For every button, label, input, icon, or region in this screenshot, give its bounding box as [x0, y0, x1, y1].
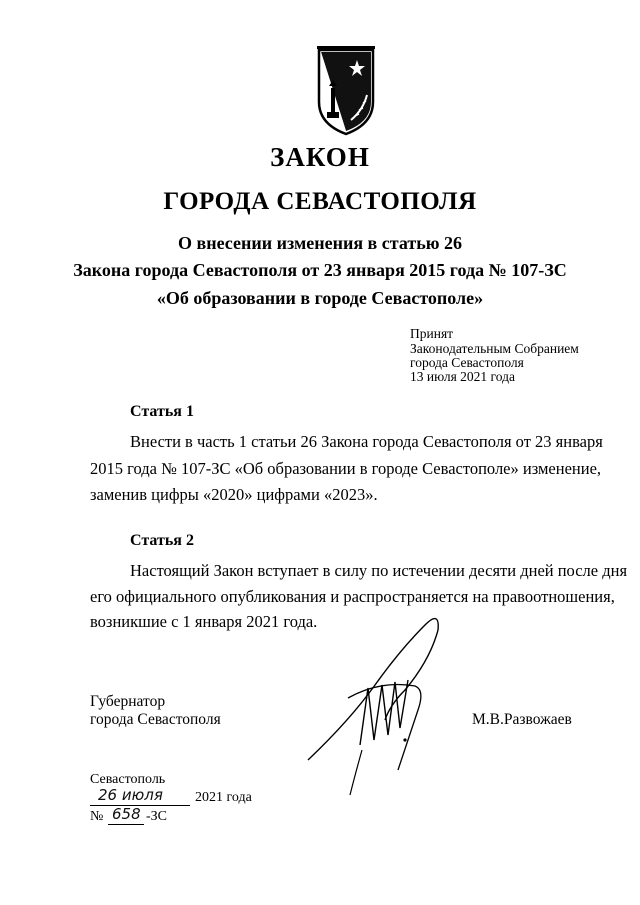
- article-1-line: 2015 года № 107-ЗС «Об образовании в городе Севастополе» изменение,: [90, 459, 602, 478]
- number-underline: [108, 824, 144, 825]
- number-sign: №: [90, 809, 104, 824]
- sevastopol-coat-of-arms-icon: [311, 40, 381, 140]
- article-2-line: Настоящий Закон вступает в силу по истечении десяти дней после дня: [130, 561, 628, 580]
- subtitle-line-1: О внесении изменения в статью 26: [178, 233, 462, 253]
- adopted-line-2: Законодательным Собранием: [410, 341, 579, 356]
- subtitle-line-3: «Об образовании в городе Севастополе»: [156, 288, 484, 308]
- signatory-title-line-2: города Севастополя: [90, 711, 221, 728]
- law-number: [90, 805, 210, 829]
- adopted-date: 13 июля 2021 года: [410, 369, 515, 384]
- article-2-line: его официального опубликования и распространяется на правоотношения,: [90, 587, 615, 606]
- document-type-title: ЗАКОН: [270, 142, 370, 172]
- date-year: 2021 года: [195, 790, 252, 805]
- article-1-body: [90, 432, 603, 512]
- handwritten-date: 26 июля: [98, 786, 163, 804]
- issuer-title: ГОРОДА СЕВАСТОПОЛЯ: [163, 188, 477, 215]
- article-2-line: возникшие с 1 января 2021 года.: [90, 612, 318, 631]
- article-1-line: заменив цифры «2020» цифрами «2023».: [90, 485, 378, 504]
- place-of-signing: Севастополь: [90, 772, 166, 787]
- article-2-heading: Статья 2: [130, 532, 194, 549]
- adopted-line-1: Принят: [410, 326, 454, 341]
- handwritten-signature: [290, 600, 470, 800]
- number-suffix: -ЗС: [146, 809, 168, 824]
- signatory-title-line-1: Губернатор: [90, 693, 166, 710]
- article-1-heading: Статья 1: [130, 403, 194, 420]
- signatory-name: М.В.Развожаев: [472, 711, 572, 728]
- handwritten-number: 658: [112, 805, 141, 823]
- article-1-line: Внести в часть 1 статьи 26 Закона города Севастополя от 23 января: [130, 432, 603, 451]
- adopted-line-3: города Севастополя: [410, 355, 524, 370]
- subtitle-line-2: Закона города Севастополя от 23 января 2015 года № 107-ЗС: [73, 260, 567, 280]
